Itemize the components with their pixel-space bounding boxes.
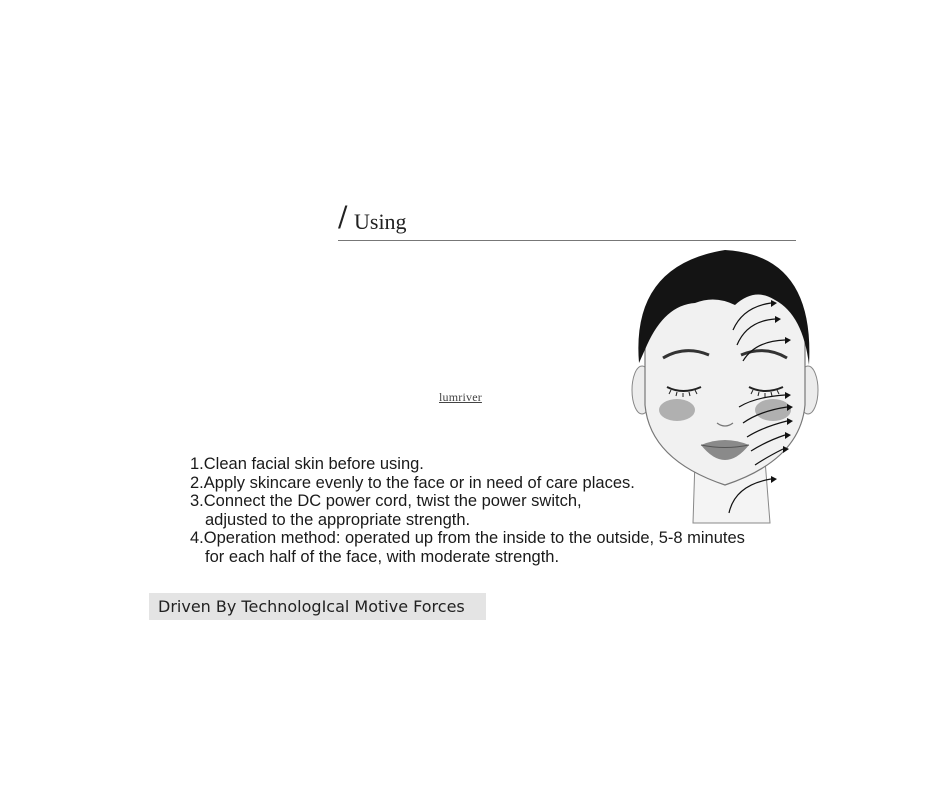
step-line-continued: adjusted to the appropriate strength. bbox=[205, 510, 471, 529]
section-title: Using bbox=[354, 209, 407, 234]
heading-slash: / bbox=[338, 200, 348, 233]
tagline-text: Driven By TechnologIcal Motive Forces bbox=[158, 597, 465, 616]
step-line-continued: for each half of the face, with moderate strength. bbox=[205, 547, 560, 566]
instruction-step bbox=[190, 455, 810, 474]
section-heading bbox=[338, 200, 796, 242]
step-line: 2.Apply skincare evenly to the face or in need of care places. bbox=[190, 473, 635, 492]
instruction-step bbox=[190, 492, 810, 529]
instruction-list bbox=[190, 455, 810, 567]
instruction-step bbox=[190, 474, 810, 493]
step-line: 1.Clean facial skin before using. bbox=[190, 455, 424, 473]
step-line: 4.Operation method: operated up from the inside to the outside, 5-8 minutes bbox=[190, 529, 745, 548]
watermark: lumriver bbox=[439, 390, 482, 404]
heading-divider bbox=[338, 240, 796, 241]
step-line: 3.Connect the DC power cord, twist the power switch, bbox=[190, 492, 582, 511]
tagline-banner bbox=[149, 593, 486, 620]
instruction-step bbox=[190, 529, 810, 566]
